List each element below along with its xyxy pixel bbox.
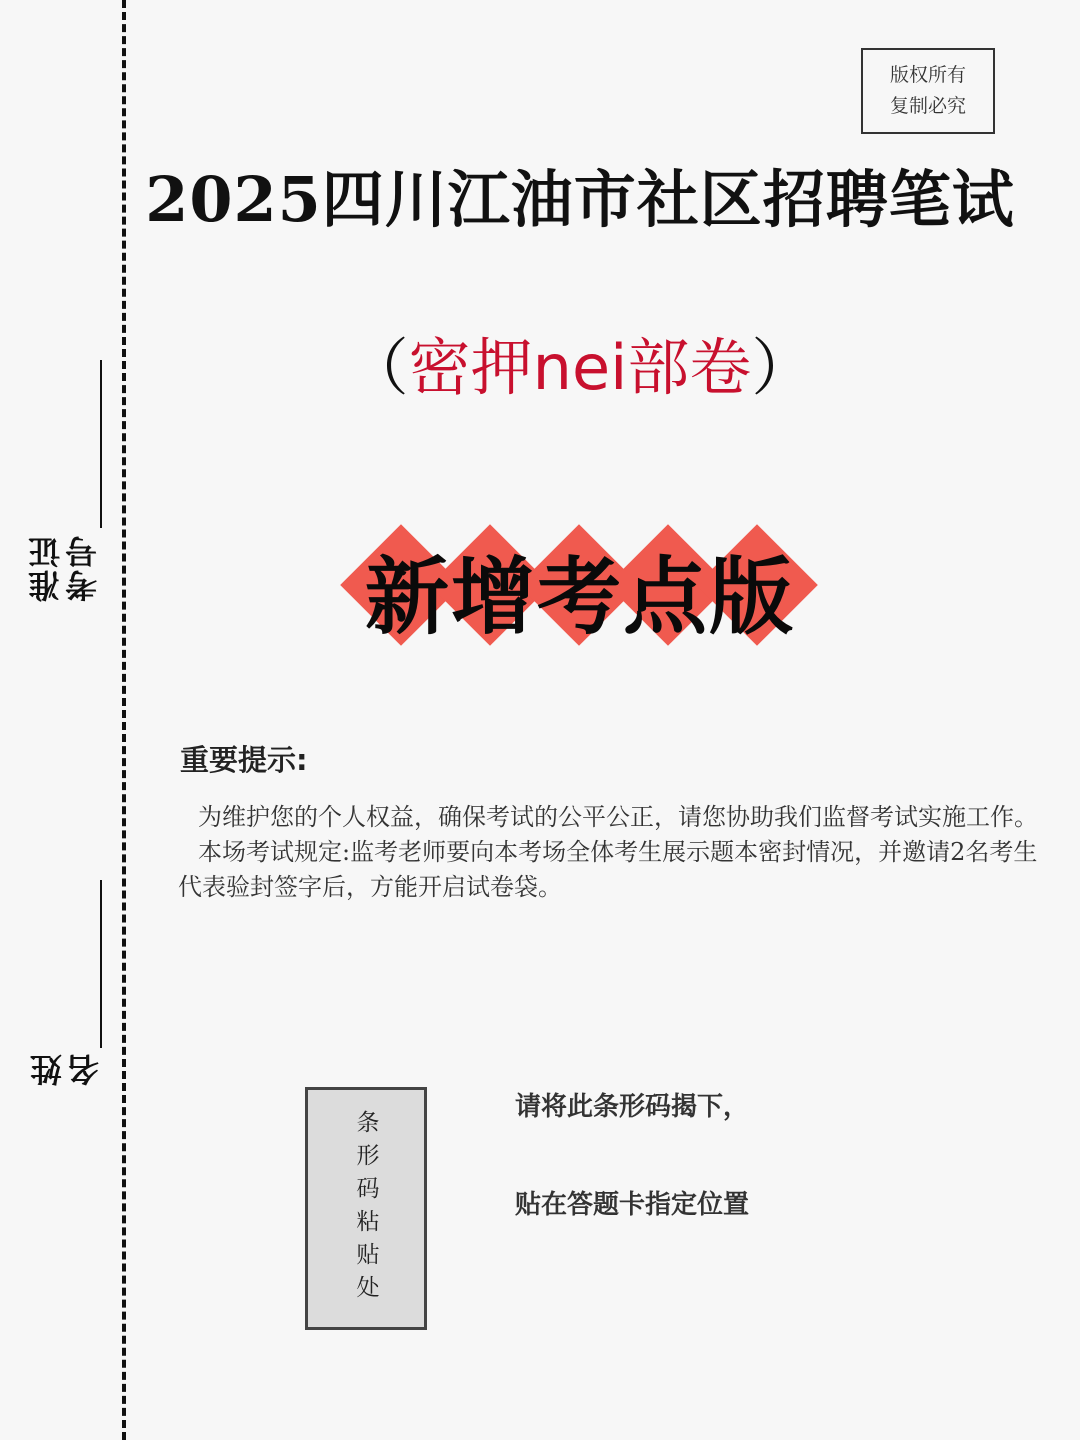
subtitle-close-paren: ） bbox=[751, 331, 814, 404]
edition-banner bbox=[340, 520, 820, 650]
barcode-instruction-1: 请将此条形码揭下， bbox=[515, 1092, 750, 1122]
subtitle-open-paren: （ bbox=[346, 331, 409, 404]
exam-id-underline bbox=[100, 360, 102, 528]
subtitle-text: 密押nei部卷 bbox=[408, 331, 752, 404]
notice-paragraph: 本场考试规定:监考老师要向本考场全体考生展示题本密封情况，并邀请2名考生代表验封签字后，方能开启试卷袋。 bbox=[178, 838, 1038, 901]
copyright-line-1: 版权所有 bbox=[889, 64, 966, 86]
name-underline bbox=[100, 880, 102, 1048]
notice-paragraph: 为维护您的个人权益，确保考试的公平公正，请您协助我们监督考试实施工作。 bbox=[198, 803, 1038, 831]
copyright-line-2: 复制必究 bbox=[889, 95, 966, 117]
notice-body bbox=[178, 800, 1038, 905]
copyright-stamp bbox=[861, 48, 995, 134]
barcode-box-label: 条形码粘贴处 bbox=[352, 1109, 379, 1308]
barcode-instruction-2: 贴在答题卡指定位置 bbox=[515, 1190, 750, 1220]
exam-id-label: 准证考号 bbox=[27, 534, 102, 602]
barcode-sticker-area bbox=[305, 1087, 427, 1330]
binding-dashed-line bbox=[122, 0, 126, 1440]
name-label: 姓名 bbox=[29, 1052, 104, 1086]
subtitle bbox=[330, 318, 830, 407]
edition-label: 新增考点版 bbox=[364, 548, 795, 646]
page-title: 2025四川江油市社区招聘笔试 bbox=[145, 163, 1015, 236]
notice-heading: 重要提示: bbox=[180, 743, 308, 777]
